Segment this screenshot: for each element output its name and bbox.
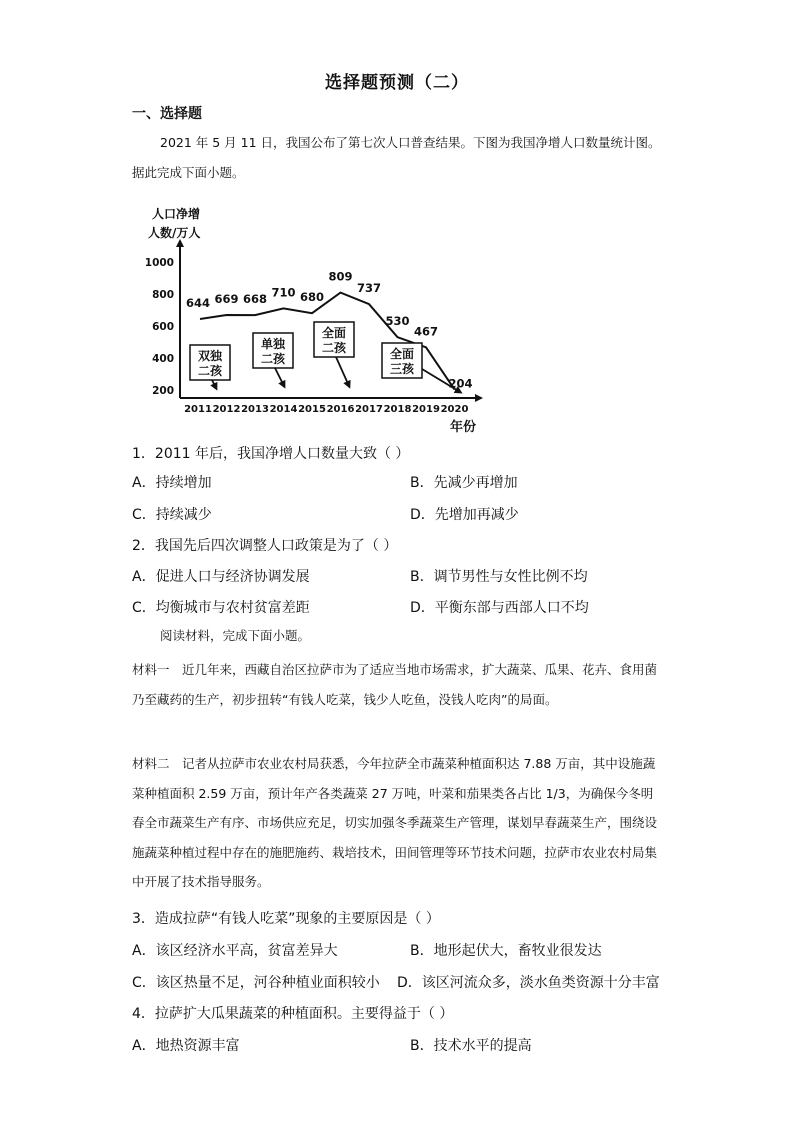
y-tick-label: 200 (152, 385, 174, 397)
y-tick-label: 800 (152, 289, 174, 301)
data-label: 737 (356, 281, 382, 296)
q2-option-c[interactable]: C．均衡城市与农村贫富差距 (132, 600, 310, 616)
material-1: 材料一 近几年来，西藏自治区拉萨市为了适应当地市场需求，扩大蔬菜、瓜果、花卉、食用菌乃至藏药的生产，初步扭转“有钱人吃菜，钱少人吃鱼，没钱人吃肉”的局面。 (132, 662, 658, 707)
q1-option-c[interactable]: C．持续减少 (132, 507, 212, 523)
q3-option-d[interactable]: D．该区河流众多，淡水鱼类资源十分丰富 (397, 975, 660, 991)
y-tick-label: 1000 (144, 257, 174, 269)
policy-arrow (336, 357, 349, 386)
q3-stem: 3．造成拉萨“有钱人吃菜”现象的主要原因是（ ） (132, 911, 440, 927)
q3-option-c[interactable]: C．该区热量不足，河谷种植业面积较小 (132, 975, 380, 991)
data-label: 644 (185, 295, 211, 310)
read-prompt: 阅读材料，完成下面小题。 (160, 628, 311, 643)
policy-label: 二孩 (260, 352, 286, 366)
q2-option-b[interactable]: B．调节男性与女性比例不均 (410, 569, 588, 585)
intro-paragraph: 2021 年 5 月 11 日，我国公布了第七次人口普查结果。下图为我国净增人口数量统计图。据此完成下面小题。 (132, 135, 661, 180)
y-tick-label: 400 (152, 353, 174, 365)
policy-label: 二孩 (197, 364, 223, 378)
y-axis-label-line2: 人数/万人 (148, 226, 201, 240)
x-tick-label: 2011 (184, 404, 212, 415)
q4-option-a[interactable]: A．地热资源丰富 (132, 1038, 240, 1054)
data-label: 809 (328, 269, 353, 284)
policy-label: 全面 (321, 326, 347, 340)
q1-option-b[interactable]: B．先减少再增加 (410, 475, 518, 491)
policy-label: 二孩 (321, 341, 347, 355)
data-label: 710 (271, 285, 296, 300)
x-tick-label: 2019 (412, 404, 440, 415)
x-tick-label: 2020 (440, 404, 469, 415)
q2-stem: 2．我国先后四次调整人口政策是为了（ ） (132, 538, 398, 554)
population-chart (140, 200, 500, 435)
q3-option-b[interactable]: B．地形起伏大，畜牧业很发达 (410, 943, 602, 959)
policy-arrow (212, 380, 216, 388)
q1-option-d[interactable]: D．先增加再减少 (410, 507, 519, 523)
q1-stem: 1．2011 年后，我国净增人口数量大致（ ） (132, 446, 410, 462)
x-tick-label: 2015 (298, 404, 326, 415)
policy-annotation (253, 333, 293, 386)
policy-annotation (190, 345, 230, 388)
x-tick-label: 2012 (212, 404, 241, 415)
policy-annotation (314, 322, 354, 386)
page-title: 选择题预测（二） (325, 73, 469, 93)
data-label: 467 (413, 324, 439, 339)
data-label: 669 (214, 291, 239, 306)
data-label: 204 (448, 376, 473, 391)
policy-annotation (382, 343, 460, 392)
data-label: 530 (385, 314, 410, 329)
policy-label: 单独 (260, 337, 286, 351)
x-tick-label: 2014 (269, 404, 298, 415)
policy-label: 双独 (197, 349, 223, 363)
x-tick-label: 2017 (355, 404, 383, 415)
policy-arrow (275, 368, 284, 386)
y-axis-label-line1: 人口净增 (152, 207, 201, 221)
x-axis-label: 年份 (450, 420, 477, 435)
x-tick-label: 2013 (241, 404, 269, 415)
q1-option-a[interactable]: A．持续增加 (132, 475, 212, 491)
data-label: 680 (299, 290, 325, 305)
data-label: 668 (242, 292, 268, 307)
x-tick-label: 2016 (326, 404, 355, 415)
policy-label: 三孩 (389, 362, 415, 376)
x-tick-label: 2018 (383, 404, 412, 415)
q2-option-d[interactable]: D．平衡东部与西部人口不均 (410, 600, 589, 616)
q4-stem: 4．拉萨扩大瓜果蔬菜的种植面积。主要得益于（ ） (132, 1006, 454, 1022)
policy-label: 全面 (389, 347, 415, 361)
q2-option-a[interactable]: A．促进人口与经济协调发展 (132, 569, 310, 585)
y-tick-label: 600 (152, 321, 174, 333)
q3-option-a[interactable]: A．该区经济水平高，贫富差异大 (132, 943, 338, 959)
q4-option-b[interactable]: B．技术水平的提高 (410, 1038, 532, 1054)
material-2: 材料二 记者从拉萨市农业农村局获悉，今年拉萨全市蔬菜种植面积达 7.88 万亩，其中设施蔬菜种植面积 2.59 万亩，预计年产各类蔬菜 27 万吨，叶菜和茄果类各占比 1/3，为确保今冬明春全市蔬菜生产有序、市场供应充足，切实加强冬季蔬菜生产管理，谋划早春蔬菜生产，围绕设施蔬菜种植过程中存在的施肥施药、栽培技术，田间管理等环节技术问题，拉萨市农业农村局集中开展了技术指导服务。 (132, 756, 658, 889)
section-heading: 一、选择题 (132, 106, 202, 122)
